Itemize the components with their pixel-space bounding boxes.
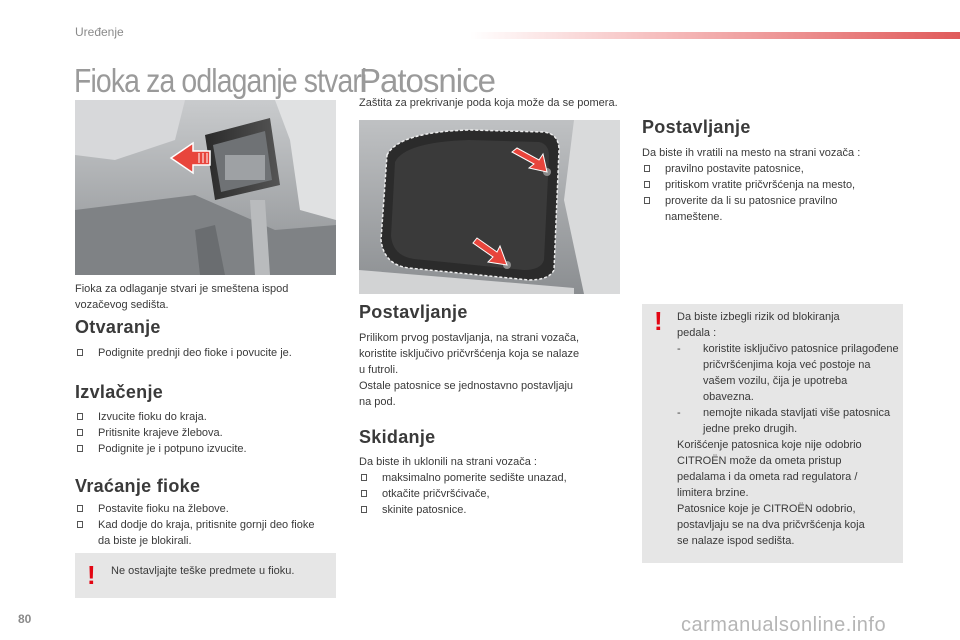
bullet-box-icon (77, 445, 83, 452)
skidanje-list (359, 470, 624, 518)
bullet-box-icon (361, 506, 367, 513)
drawer-warning-box (75, 553, 336, 598)
list-item: - nemojte nikada stavljati više patosnica jedne preko drugih. (677, 407, 891, 435)
list-item: proverite da li su patosnice pravilno nameštene. (642, 193, 872, 225)
drawer-warning-text: Ne ostavljajte teške predmete u fioku. (111, 565, 295, 577)
postavljanje-first-text: Prilikom prvog postavljanja, na strani vozača, koristite isključivo pričvršćenja koja se nalaze u futroli. Ostale patosnice se jednostavno postavljaju na pod. (359, 332, 580, 408)
izvlacenje-list (75, 409, 340, 457)
mats-warning-box (642, 304, 903, 563)
postavljanje-return-list (642, 161, 872, 225)
list-item: Podignite je i potpuno izvucite. (75, 441, 340, 457)
bullet-box-icon (77, 429, 83, 436)
bullet-box-icon (77, 505, 83, 512)
header-accent-bar (470, 32, 960, 39)
page-title-mats: Patosnice (359, 62, 495, 99)
page-number: 80 (18, 612, 32, 626)
list-item: pritiskom vratite pričvršćenja na mesto, (642, 177, 872, 193)
heading-izvlacenje: Izvlačenje (75, 382, 164, 402)
drawer-intro: Fioka za odlaganje stvari je smeštena ispod vozačevog sedišta. (75, 283, 289, 311)
list-item: - koristite isključivo patosnice prilagođene pričvršćenjima koja već postoje na vašem vozilu, čija je upotreba obavezna. (677, 343, 899, 403)
bullet-box-icon (361, 474, 367, 481)
otvaranje-list (75, 345, 340, 361)
page-title-drawer: Fioka za odlaganje stvari (74, 62, 367, 99)
bullet-box-icon (644, 197, 650, 204)
heading-otvaranje: Otvaranje (75, 317, 161, 337)
section-label: Uređenje (75, 25, 124, 39)
heading-postavljanje-return: Postavljanje (642, 117, 751, 137)
mats-warning-text: Da biste izbegli rizik od blokiranja pedala : - koristite isključivo patosnice prilagođene pričvršćenjima koja već postoje na vašem vozilu, čija je upotreba obavezna. - nemojte nikada stavljati više patosnica jedne preko drugih. Korišćenje patosnica koje nije odobrio CITROËN može da ometa pristup pedalama i da ometa rad regulatora / limitera brzine. Patosnice koje je CITROËN odobrio, postavljaju se na dva pričvršćenja koja se nalaze ispod sedišta. (677, 311, 899, 547)
heading-vracanje: Vraćanje fioke (75, 476, 201, 496)
bullet-box-icon (361, 490, 367, 497)
list-item: Postavite fioku na žlebove. (75, 501, 325, 517)
bullet-box-icon (644, 181, 650, 188)
list-item: Podignite prednji deo fioke i povucite je. (75, 345, 340, 361)
bullet-box-icon (77, 521, 83, 528)
bullet-box-icon (77, 413, 83, 420)
list-item: pravilno postavite patosnice, (642, 161, 872, 177)
list-item: otkačite pričvršćivače, (359, 486, 624, 502)
bullet-box-icon (77, 349, 83, 356)
heading-skidanje: Skidanje (359, 427, 436, 447)
list-item: skinite patosnice. (359, 502, 624, 518)
warning-icon: ! (654, 306, 663, 336)
warning-dash-list (677, 341, 899, 437)
vracanje-list (75, 501, 325, 549)
heading-postavljanje-first: Postavljanje (359, 302, 468, 322)
postavljanje-return-intro: Da biste ih vratili na mesto na strani vozača : (642, 147, 861, 159)
list-item: maksimalno pomerite sedište unazad, (359, 470, 624, 486)
bullet-box-icon (644, 165, 650, 172)
watermark: carmanualsonline.info (681, 614, 887, 636)
mats-intro: Zaštita za prekrivanje poda koja može da se pomera. (359, 97, 618, 109)
drawer-photo (75, 100, 336, 275)
list-item: Pritisnite krajeve žlebova. (75, 425, 340, 441)
skidanje-intro: Da biste ih uklonili na strani vozača : (359, 456, 537, 468)
list-item: Kad dodje do kraja, pritisnite gornji deo fioke da biste je blokirali. (75, 517, 325, 549)
floor-mat-photo (359, 120, 620, 294)
warning-icon: ! (87, 560, 96, 590)
list-item: Izvucite fioku do kraja. (75, 409, 340, 425)
